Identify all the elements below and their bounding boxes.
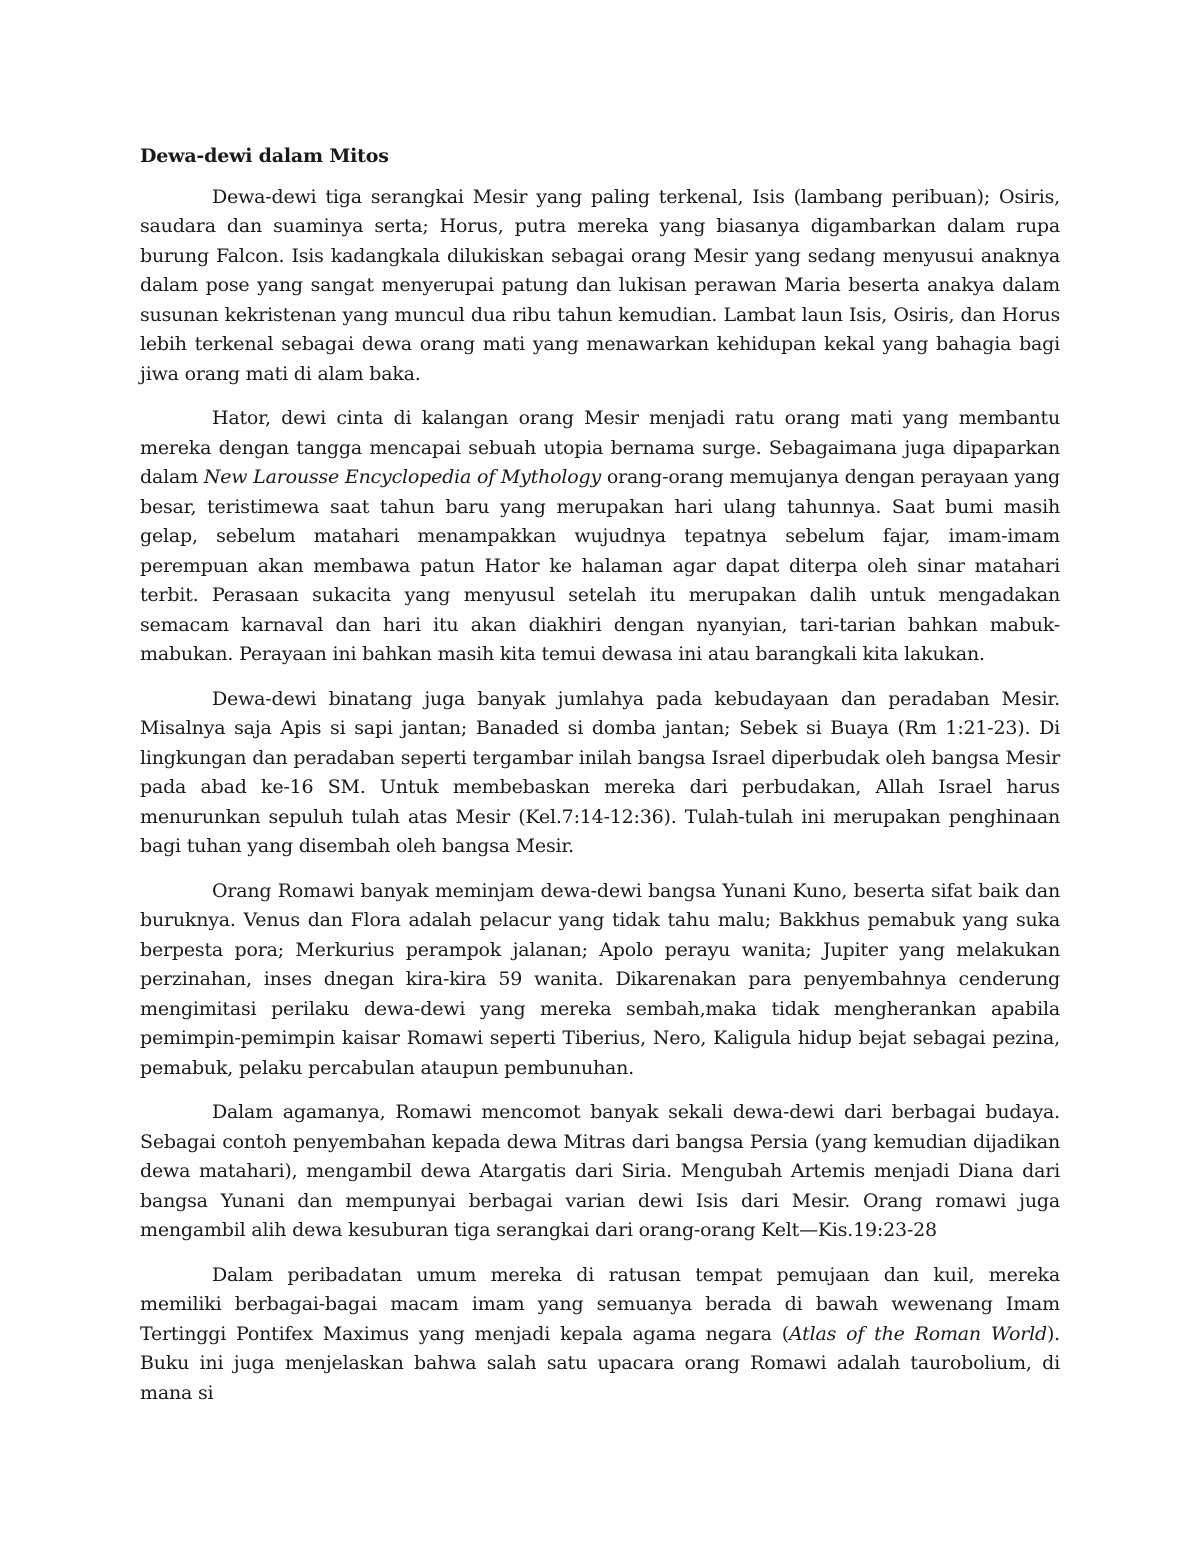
document-page bbox=[140, 142, 1060, 1423]
paragraph-text: orang-orang memujanya dengan perayaan yang besar, teristimewa saat tahun baru yang merupakan hari ulang tahunnya. Saat bumi masih gelap, sebelum matahari menampakkan wujudnya tepatnya sebelum fajar, imam-imam perempuan akan membawa patun Hator ke halaman agar dapat diterpa oleh sinar matahari terbit. Perasaan sukacita yang menyusul setelah itu merupakan dalih untuk mengadakan semacam karnaval dan hari itu akan diakhiri dengan nyanyian, tari-tarian bahkan mabuk-mabukan. Perayaan ini bahkan masih kita temui dewasa ini atau barangkali kita lakukan. bbox=[140, 466, 1060, 665]
book-title-italic: New Larousse Encyclopedia of Mythology bbox=[203, 466, 602, 488]
paragraph-roman-religion bbox=[140, 1098, 1060, 1246]
paragraph-text: Hator, dewi cinta di kalangan orang Mesir menjadi ratu orang mati yang membantu mereka dengan tangga mencapai sebuah utopia bernama surge. Sebagaimana juga dipaparkan dalam bbox=[140, 407, 1060, 488]
paragraph-text: ). Buku ini juga menjelaskan bahwa salah satu upacara orang Romawi adalah taurobolium, di mana si bbox=[140, 1322, 1060, 1404]
paragraph-text: Dalam peribadatan umum mereka di ratusan tempat pemujaan dan kuil, mereka memiliki berbagai-bagai macam imam yang semuanya berada di bawah wewenang Imam Tertinggi Pontifex Maximus yang menjadi kepala agama negara ( bbox=[140, 1263, 1060, 1345]
paragraph-roman-greek-gods bbox=[140, 877, 1060, 1084]
paragraph-text: Dewa-dewi binatang juga banyak jumlahya pada kebudayaan dan peradaban Mesir. Misalnya saja Apis si sapi jantan; Banaded si domba jantan; Sebek si Buaya (Rm 1:21-23). Di lingkungan dan peradaban seperti tergambar inilah bangsa Israel diperbudak oleh bangsa Mesir pada abad ke-16 SM. Untuk membebaskan mereka dari perbudakan, Allah Israel harus menurunkan sepuluh tulah atas Mesir (Kel.7:14-12:36). Tulah-tulah ini merupakan penghinaan bagi tuhan yang disembah oleh bangsa Mesir. bbox=[140, 687, 1060, 857]
book-title-italic: Atlas of the Roman World bbox=[788, 1322, 1047, 1345]
paragraph-animal-gods bbox=[140, 685, 1060, 862]
paragraph-hator bbox=[140, 404, 1060, 670]
paragraph-text: Orang Romawi banyak meminjam dewa-dewi bangsa Yunani Kuno, beserta sifat baik dan buruknya. Venus dan Flora adalah pelacur yang tidak tahu malu; Bakkhus pemabuk yang suka berpesta pora; Merkurius perampok jalanan; Apolo perayu wanita; Jupiter yang melakukan perzinahan, inses dnegan kira-kira 59 wanita. Dikarenakan para penyembahnya cenderung mengimitasi perilaku dewa-dewi yang mereka sembah,maka tidak mengherankan apabila pemimpin-pemimpin kaisar Romawi seperti Tiberius, Nero, Kaligula hidup bejat sebagai pezina, pemabuk, pelaku percabulan ataupun pembunuhan. bbox=[140, 879, 1060, 1079]
paragraph-text: Dalam agamanya, Romawi mencomot banyak sekali dewa-dewi dari berbagai budaya. Sebagai contoh penyembahan kepada dewa Mitras dari bangsa Persia (yang kemudian dijadikan dewa matahari), mengambil dewa Atargatis dari Siria. Mengubah Artemis menjadi Diana dari bangsa Yunani dan mempunyai berbagai varian dewi Isis dari Mesir. Orang romawi juga mengambil alih dewa kesuburan tiga serangkai dari orang-orang Kelt—Kis.19:23-28 bbox=[140, 1101, 1060, 1241]
paragraph-text: Dewa-dewi tiga serangkai Mesir yang paling terkenal, Isis (lambang peribuan); Osiris, saudara dan suaminya serta; Horus, putra mereka yang biasanya digambarkan dalam rupa burung Falcon. Isis kadangkala dilukiskan sebagai orang Mesir yang sedang menyusui anaknya dalam pose yang sangat menyerupai patung dan lukisan perawan Maria beserta anakya dalam susunan kekristenan yang muncul dua ribu tahun kemudian. Lambat laun Isis, Osiris, dan Horus lebih terkenal sebagai dewa orang mati yang menawarkan kehidupan kekal yang bahagia bagi jiwa orang mati di alam baka. bbox=[140, 185, 1060, 385]
paragraph-isis-osiris-horus bbox=[140, 183, 1060, 390]
paragraph-roman-worship bbox=[140, 1261, 1060, 1409]
document-title: Dewa-dewi dalam Mitos bbox=[140, 145, 389, 167]
